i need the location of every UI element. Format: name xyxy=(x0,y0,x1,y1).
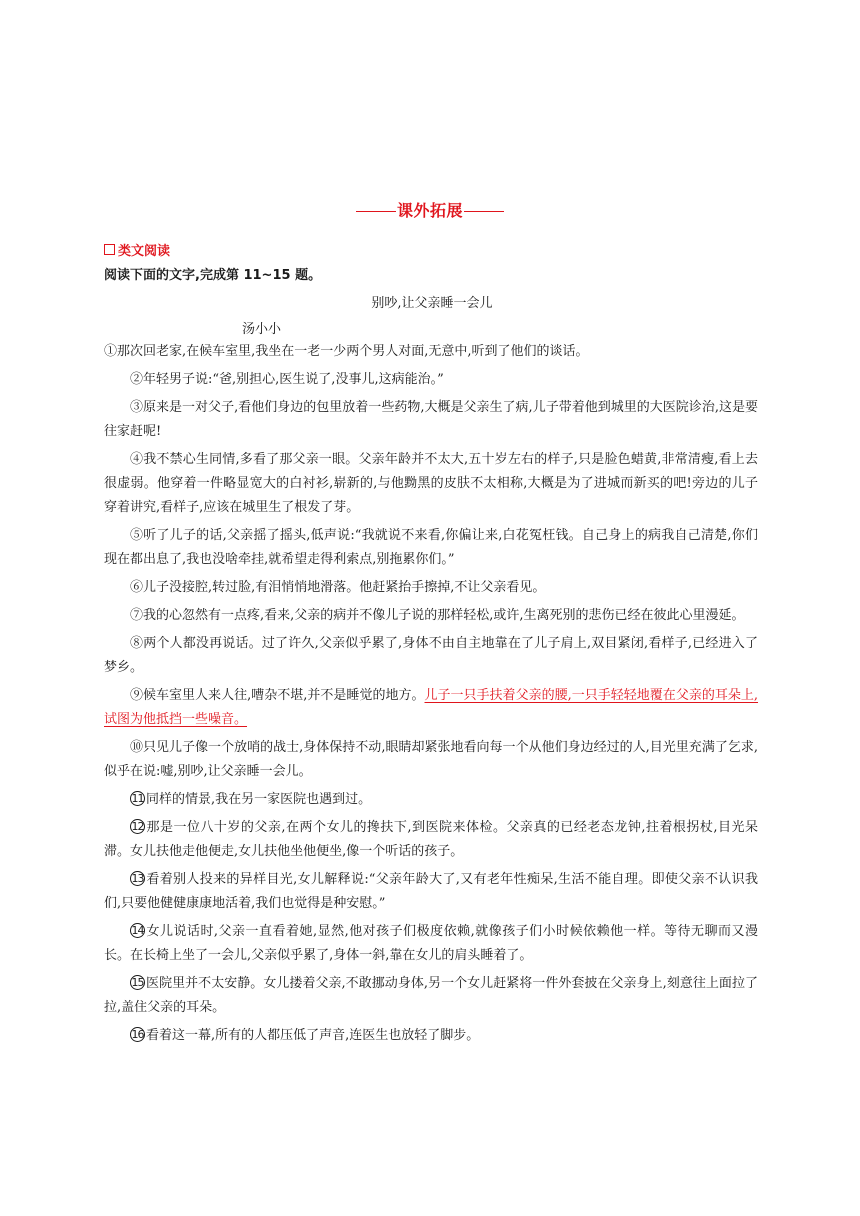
paragraph xyxy=(104,684,758,732)
paragraph-text: 那次回老家,在候车室里,我坐在一老一少两个男人对面,无意中,听到了他们的谈话。 xyxy=(117,344,589,359)
article-author: 汤小小 xyxy=(242,322,282,337)
paragraph xyxy=(104,396,758,444)
paragraph-text: 我不禁心生同情,多看了那父亲一眼。父亲年龄并不太大,五十岁左右的样子,只是脸色蜡黄,非常清瘦,看上去很虚弱。他穿着一件略显宽大的白衬衫,崭新的,与他黝黑的皮肤不太相称,大概是为了进城而新买的吧!旁边的儿子穿着讲究,看样子,应该在城里生了根发了芽。 xyxy=(104,452,758,515)
paragraph xyxy=(104,632,758,680)
paragraph-text: 听了儿子的话,父亲摇了摇头,低声说:“我就说不来看,你偏让来,白花冤枉钱。自己身上的病我自己清楚,你们现在都出息了,我也没啥牵挂,就希望走得利索点,别拖累你们。” xyxy=(104,528,758,567)
paragraph xyxy=(104,576,758,600)
paragraph-number: ① xyxy=(104,344,118,359)
paragraph-number-circle: 13 xyxy=(131,872,144,885)
paragraph xyxy=(104,868,758,916)
paragraph xyxy=(104,972,758,1020)
paragraph-text: 看着别人投来的异样目光,女儿解释说:“父亲年龄大了,又有老年性痴呆,生活不能自理。即使父亲不认识我们,只要他健健康康地活着,我们也觉得是种安慰。” xyxy=(104,872,758,911)
paragraph-number: ⑦ xyxy=(130,608,144,623)
paragraph-number-circle: 16 xyxy=(131,1028,144,1041)
paragraph-number: ⑩ xyxy=(130,740,144,755)
subheading-text: 类文阅读 xyxy=(118,244,171,259)
paragraph xyxy=(104,736,758,784)
paragraph xyxy=(104,1024,758,1048)
heading-rule-right xyxy=(464,211,504,213)
paragraph-text: 候车室里人来人往,嘈杂不堪,并不是睡觉的地方。 xyxy=(143,688,425,703)
paragraph-number-circle: 14 xyxy=(131,924,144,937)
paragraph-text: 同样的情景,我在另一家医院也遇到过。 xyxy=(146,792,372,807)
paragraph xyxy=(104,816,758,864)
paragraph xyxy=(104,524,758,572)
paragraph xyxy=(104,448,758,520)
paragraph-text: 那是一位八十岁的父亲,在两个女儿的搀扶下,到医院来体检。父亲真的已经老态龙钟,拄着根拐杖,目光呆滞。女儿扶他走他便走,女儿扶他坐他便坐,像一个听话的孩子。 xyxy=(104,820,758,859)
paragraph-number-circle: 15 xyxy=(131,976,144,989)
paragraph-text: 只见儿子像一个放哨的战士,身体保持不动,眼睛却紧张地看向每一个从他们身边经过的人,目光里充满了乞求,似乎在说:嘘,别吵,让父亲睡一会儿。 xyxy=(104,740,758,779)
paragraph-text: 医院里并不太安静。女儿搂着父亲,不敢挪动身体,另一个女儿赶紧将一件外套披在父亲身上,刻意往上面拉了拉,盖住父亲的耳朵。 xyxy=(104,976,758,1015)
section-heading xyxy=(0,198,860,221)
heading-rule-left xyxy=(356,211,396,213)
section-heading-text: 课外拓展 xyxy=(396,201,463,220)
paragraph-number: ② xyxy=(130,372,144,387)
checkbox-icon xyxy=(104,244,115,255)
article-body xyxy=(104,340,758,1052)
paragraph-number: ⑨ xyxy=(130,688,144,703)
paragraph-number-circle: 11 xyxy=(131,792,144,805)
paragraph-number: ⑥ xyxy=(130,580,144,595)
paragraph-text: 儿子没接腔,转过脸,有泪悄悄地滑落。他赶紧抬手擦掉,不让父亲看见。 xyxy=(143,580,546,595)
paragraph-number: ⑧ xyxy=(130,636,144,651)
paragraph-number-circle: 12 xyxy=(131,820,144,833)
paragraph xyxy=(104,920,758,968)
highlighted-sentence: 儿子一只手扶着父亲的腰,一只手轻轻地覆在父亲的耳朵上,试图为他抵挡一些噪音。 xyxy=(104,688,759,727)
paragraph xyxy=(104,604,758,628)
paragraph-text: 女儿说话时,父亲一直看着她,显然,他对孩子们极度依赖,就像孩子们小时候依赖他一样。等待无聊而又漫长。在长椅上坐了一会儿,父亲似乎累了,身体一斜,靠在女儿的肩头睡着了。 xyxy=(104,924,758,963)
subheading xyxy=(104,240,170,259)
paragraph-text: 我的心忽然有一点疼,看来,父亲的病并不像儿子说的那样轻松,或许,生离死别的悲伤已经在彼此心里漫延。 xyxy=(143,608,745,623)
paragraph xyxy=(104,340,758,364)
paragraph-number: ④ xyxy=(130,452,144,467)
paragraph-number: ⑤ xyxy=(130,528,144,543)
paragraph-text: 两个人都没再说话。过了许久,父亲似乎累了,身体不由自主地靠在了儿子肩上,双目紧闭,看样子,已经进入了梦乡。 xyxy=(104,636,758,675)
paragraph-text: 看着这一幕,所有的人都压低了声音,连医生也放轻了脚步。 xyxy=(146,1028,480,1043)
article-title: 别吵,让父亲睡一会儿 xyxy=(371,296,493,311)
paragraph xyxy=(104,788,758,812)
paragraph-text: 原来是一对父子,看他们身边的包里放着一些药物,大概是父亲生了病,儿子带着他到城里的大医院诊治,这是要往家赶呢! xyxy=(104,400,758,439)
paragraph xyxy=(104,368,758,392)
paragraph-text: 年轻男子说:“爸,别担心,医生说了,没事儿,这病能治。” xyxy=(143,372,444,387)
instruction: 阅读下面的文字,完成第 11~15 题。 xyxy=(104,268,322,283)
paragraph-number: ③ xyxy=(130,400,144,415)
